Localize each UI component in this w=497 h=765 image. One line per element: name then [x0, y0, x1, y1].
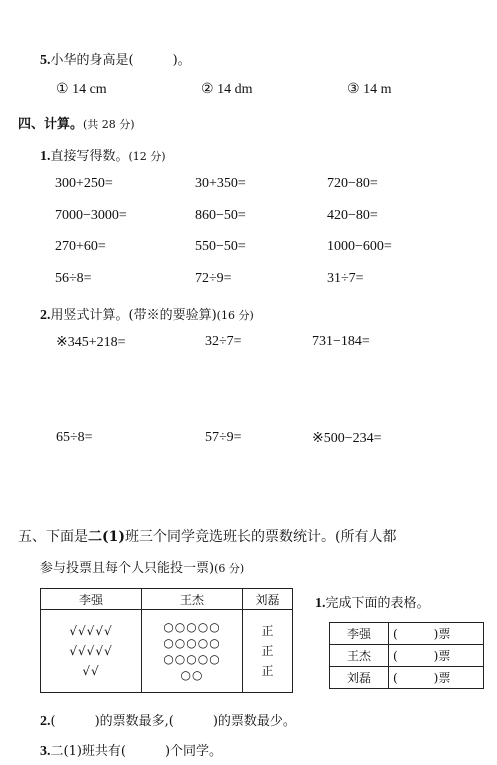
candidate-name: 王杰: [330, 645, 389, 667]
question-number: 3.: [40, 744, 51, 759]
calc-question-2: [40, 304, 254, 324]
vertical-calc-item: 57÷9=: [205, 430, 242, 445]
candidate-name: 李强: [330, 623, 389, 645]
fill-question-3: [40, 740, 222, 760]
vertical-calc-item: 65÷8=: [56, 430, 93, 445]
vote-blank[interactable]: [389, 645, 484, 667]
zheng-line: 正: [261, 664, 274, 678]
zheng-marks-cell: [243, 610, 293, 693]
section-5-line2: [40, 557, 244, 576]
question-text: 直接写得数。: [50, 149, 129, 164]
blank-paren: ( ): [393, 649, 439, 663]
table-row: [330, 645, 484, 667]
circle-line: ○○: [180, 668, 204, 682]
table-row: [330, 623, 484, 645]
question-text: ( )的票数最多,( )的票数最少。: [50, 714, 296, 729]
option-mark: ②: [201, 82, 214, 97]
vertical-calc-item: 731−184=: [312, 334, 370, 349]
section-text: 参与投票且每个人只能投一票): [40, 561, 215, 576]
section-title-prefix: 五、下面是: [18, 529, 88, 545]
option-3: [347, 81, 391, 98]
question-number: 1.: [315, 596, 326, 611]
candidate-name: 刘磊: [330, 667, 389, 689]
question-text: 小华的身高是( )。: [50, 53, 191, 68]
calc-item: 72÷9=: [195, 271, 232, 286]
section-4-heading: [18, 113, 135, 132]
vertical-calc-item: 32÷7=: [205, 334, 242, 349]
question-5: [40, 49, 191, 69]
calc-item: 720−80=: [327, 176, 378, 191]
section-points: (6 分): [214, 562, 245, 575]
calc-item: 7000−3000=: [55, 208, 127, 223]
calc-item: 550−50=: [195, 239, 246, 254]
calc-item: 860−50=: [195, 208, 246, 223]
option-text: 14 dm: [217, 82, 253, 97]
question-number: 2.: [40, 714, 51, 729]
vote-unit: 票: [438, 649, 451, 663]
tally-header-row: [41, 589, 293, 610]
vote-blank[interactable]: [389, 667, 484, 689]
option-1: [56, 81, 107, 98]
circle-line: ○○○○○: [163, 652, 221, 666]
option-mark: ③: [347, 82, 360, 97]
circle-line: ○○○○○: [163, 620, 221, 634]
circle-line: ○○○○○: [163, 636, 221, 650]
header-cell: 李强: [41, 589, 142, 610]
check-marks-cell: [41, 610, 142, 693]
blank-paren: ( ): [393, 627, 439, 641]
tally-body-row: [41, 610, 293, 693]
section-title-suffix: 班三个同学竞选班长的票数统计。(所有人都: [125, 529, 397, 545]
calc-question-1: [40, 145, 166, 165]
circle-marks-cell: [142, 610, 243, 693]
option-text: 14 cm: [72, 82, 107, 97]
vertical-calc-item: ※345+218=: [56, 335, 126, 350]
fill-question-1: [315, 592, 430, 612]
vote-blank[interactable]: [389, 623, 484, 645]
calc-item: 56÷8=: [55, 271, 92, 286]
calc-item: 270+60=: [55, 239, 106, 254]
check-line: √√√√√: [69, 644, 113, 658]
header-cell: 王杰: [142, 589, 243, 610]
question-number: 2.: [40, 308, 51, 323]
question-text: 二(1)班共有( )个同学。: [50, 744, 223, 759]
option-2: [201, 81, 252, 98]
vertical-calc-item: ※500−234=: [312, 431, 382, 446]
section-title: 四、计算。: [18, 117, 84, 132]
fill-question-2: [40, 710, 296, 730]
option-mark: ①: [56, 82, 69, 97]
option-text: 14 m: [363, 82, 392, 97]
check-line: √√: [82, 664, 100, 678]
check-line: √√√√√: [69, 624, 113, 638]
tally-table: [40, 588, 293, 693]
question-points: (12 分): [128, 150, 166, 163]
calc-item: 420−80=: [327, 208, 378, 223]
section-5-heading: [18, 526, 396, 546]
question-number: 5.: [40, 53, 51, 68]
blank-paren: ( ): [393, 671, 439, 685]
vote-unit: 票: [438, 627, 451, 641]
question-text: 用竖式计算。(带※的要验算): [50, 308, 217, 323]
question-points: (16 分): [216, 309, 254, 322]
question-text: 完成下面的表格。: [325, 596, 430, 611]
zheng-line: 正: [261, 644, 274, 658]
calc-item: 300+250=: [55, 176, 113, 191]
calc-item: 30+350=: [195, 176, 246, 191]
vote-unit: 票: [438, 671, 451, 685]
section-points: (共 28 分): [83, 118, 135, 131]
question-number: 1.: [40, 149, 51, 164]
section-class: 二(1): [88, 529, 125, 545]
vote-fill-table: [329, 622, 484, 689]
table-row: [330, 667, 484, 689]
calc-item: 1000−600=: [327, 239, 392, 254]
header-cell: 刘磊: [243, 589, 293, 610]
calc-item: 31÷7=: [327, 271, 364, 286]
zheng-line: 正: [261, 624, 274, 638]
